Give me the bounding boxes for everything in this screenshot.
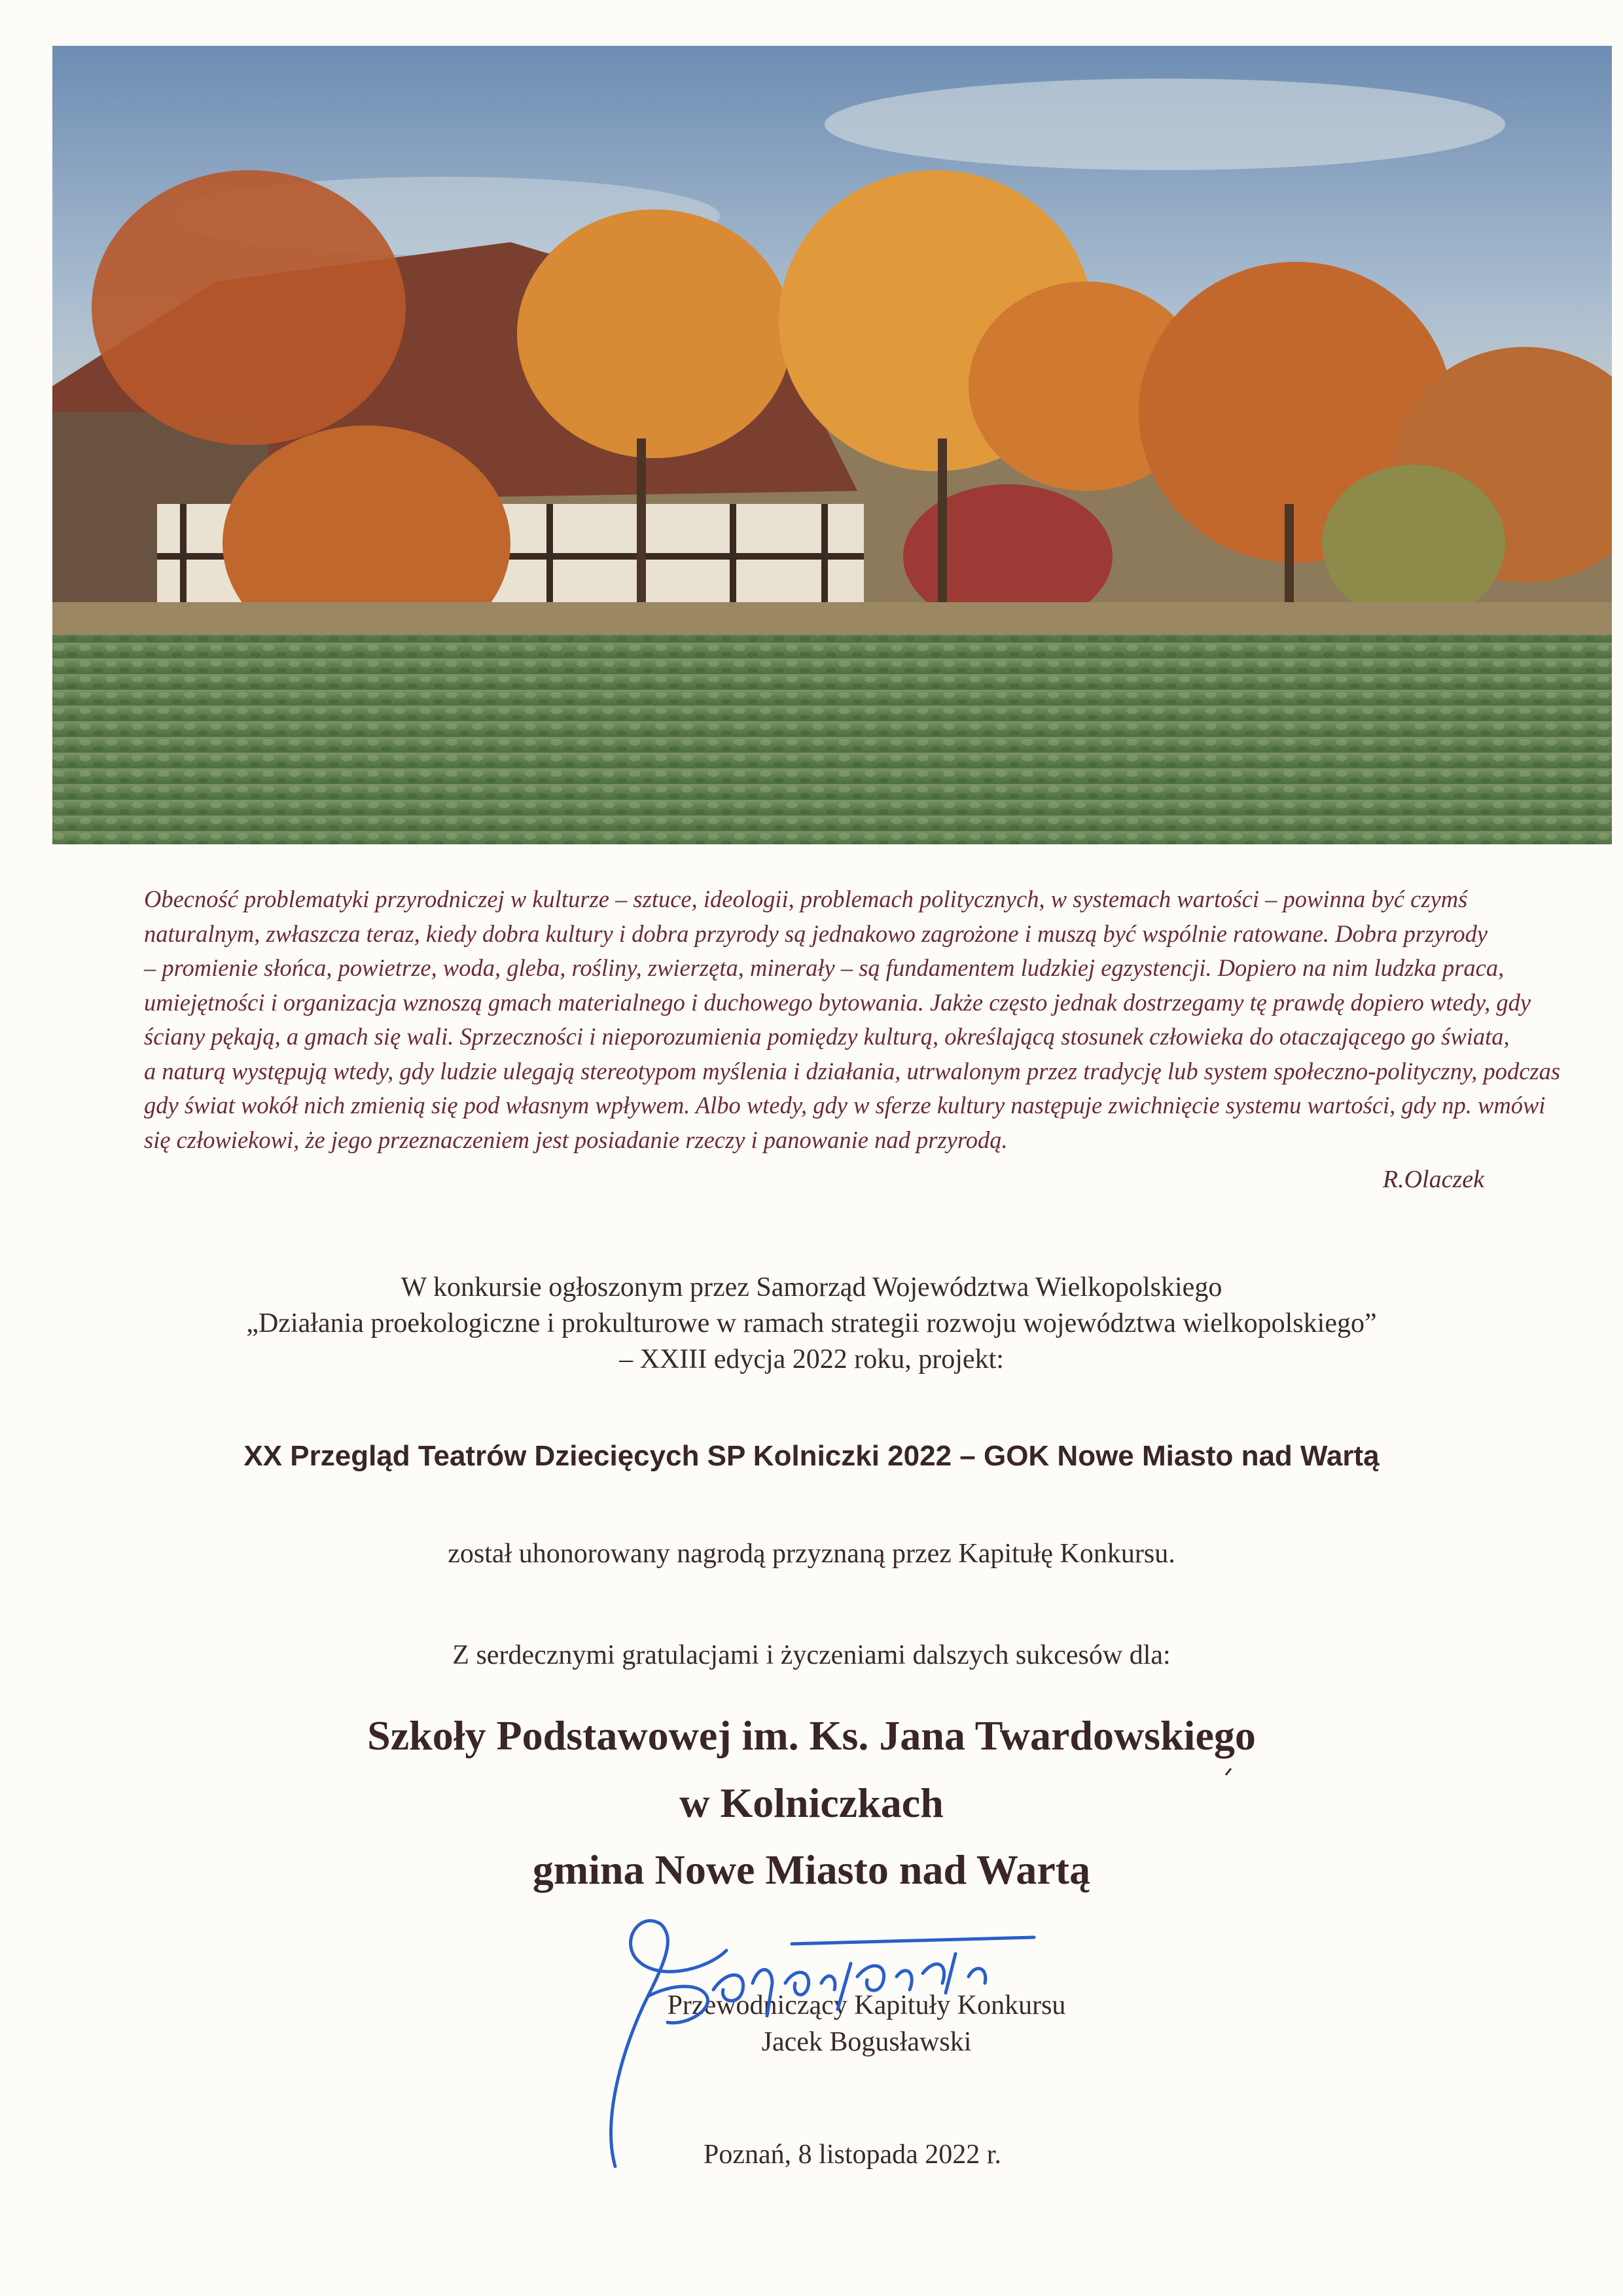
competition-title: „Działania proekologiczne i prokulturowe w ramach strategii rozwoju województwa wielkopolskiego” — [246, 1308, 1377, 1338]
recipient-municipality: gmina Nowe Miasto nad Wartą — [532, 1846, 1091, 1893]
quote-block — [144, 882, 1561, 1157]
signatory-role: Przewodniczący Kapituły Konkursu — [667, 1990, 1066, 2020]
greeting-line: Z serdecznymi gratulacjami i życzeniami dalszych sukcesów dla: — [452, 1640, 1171, 1670]
place-date: Poznań, 8 listopada 2022 r. — [704, 2140, 1001, 2170]
landscape-photo — [52, 46, 1612, 844]
quote-line: – promienie słońca, powietrze, woda, gleba, rośliny, zwierzęta, minerały – są fundamentem ludzkiej egzystencji. Dopiero na nim ludzka praca, — [144, 954, 1505, 981]
recipient-name: Szkoły Podstawowej im. Ks. Jana Twardowskiego — [367, 1712, 1256, 1759]
quote-line: gdy świat wokół nich zmienią się pod własnym wpływem. Albo wtedy, gdy w sferze kultury następuje zwichnięcie systemu wartości, gdy np. wmówi — [144, 1092, 1546, 1119]
edition-line: – XXIII edycja 2022 roku, projekt: — [619, 1344, 1004, 1374]
intro-line: W konkursie ogłoszonym przez Samorząd Województwa Wielkopolskiego — [401, 1272, 1222, 1302]
recipient-location: w Kolniczkach — [679, 1780, 944, 1826]
landscape-illustration — [52, 46, 1612, 844]
quote-line: Obecność problematyki przyrodniczej w kulturze – sztuce, ideologii, problemach politycznych, w systemach wartości – powinna być czymś — [144, 886, 1468, 912]
quote-line: się człowiekowi, że jego przeznaczeniem jest posiadanie rzeczy i panowanie nad przyrodą. — [144, 1126, 1008, 1153]
award-statement: został uhonorowany nagrodą przyznaną przez Kapitułę Konkursu. — [448, 1539, 1175, 1569]
ink-mark — [1224, 1767, 1233, 1776]
quote-line: naturalnym, zwłaszcza teraz, kiedy dobra kultury i dobra przyrody są jednakowo zagrożone i muszą być wspólnie ratowane. Dobra przyrody — [144, 920, 1488, 947]
quote-author: R.Olaczek — [1382, 1166, 1484, 1193]
quote-line: ściany pękają, a gmach się wali. Sprzeczności i nieporozumienia pomiędzy kulturą, określającą stosunek człowieka do otaczającego go świata, — [144, 1023, 1510, 1050]
project-title: XX Przegląd Teatrów Dziecięcych SP Kolniczki 2022 – GOK Nowe Miasto nad Wartą — [243, 1440, 1380, 1472]
signatory-name: Jacek Bogusławski — [761, 2027, 972, 2057]
quote-line: a naturą występują wtedy, gdy ludzie ulegają stereotypom myślenia i działania, utrwalonym przez tradycję lub system społeczno-polityczny, podczas — [144, 1057, 1561, 1085]
quote-line: umiejętności i organizacja wznoszą gmach materialnego i duchowego bytowania. Jakże często jednak dostrzegamy tę prawdę dopiero wtedy, gdy — [144, 988, 1531, 1016]
